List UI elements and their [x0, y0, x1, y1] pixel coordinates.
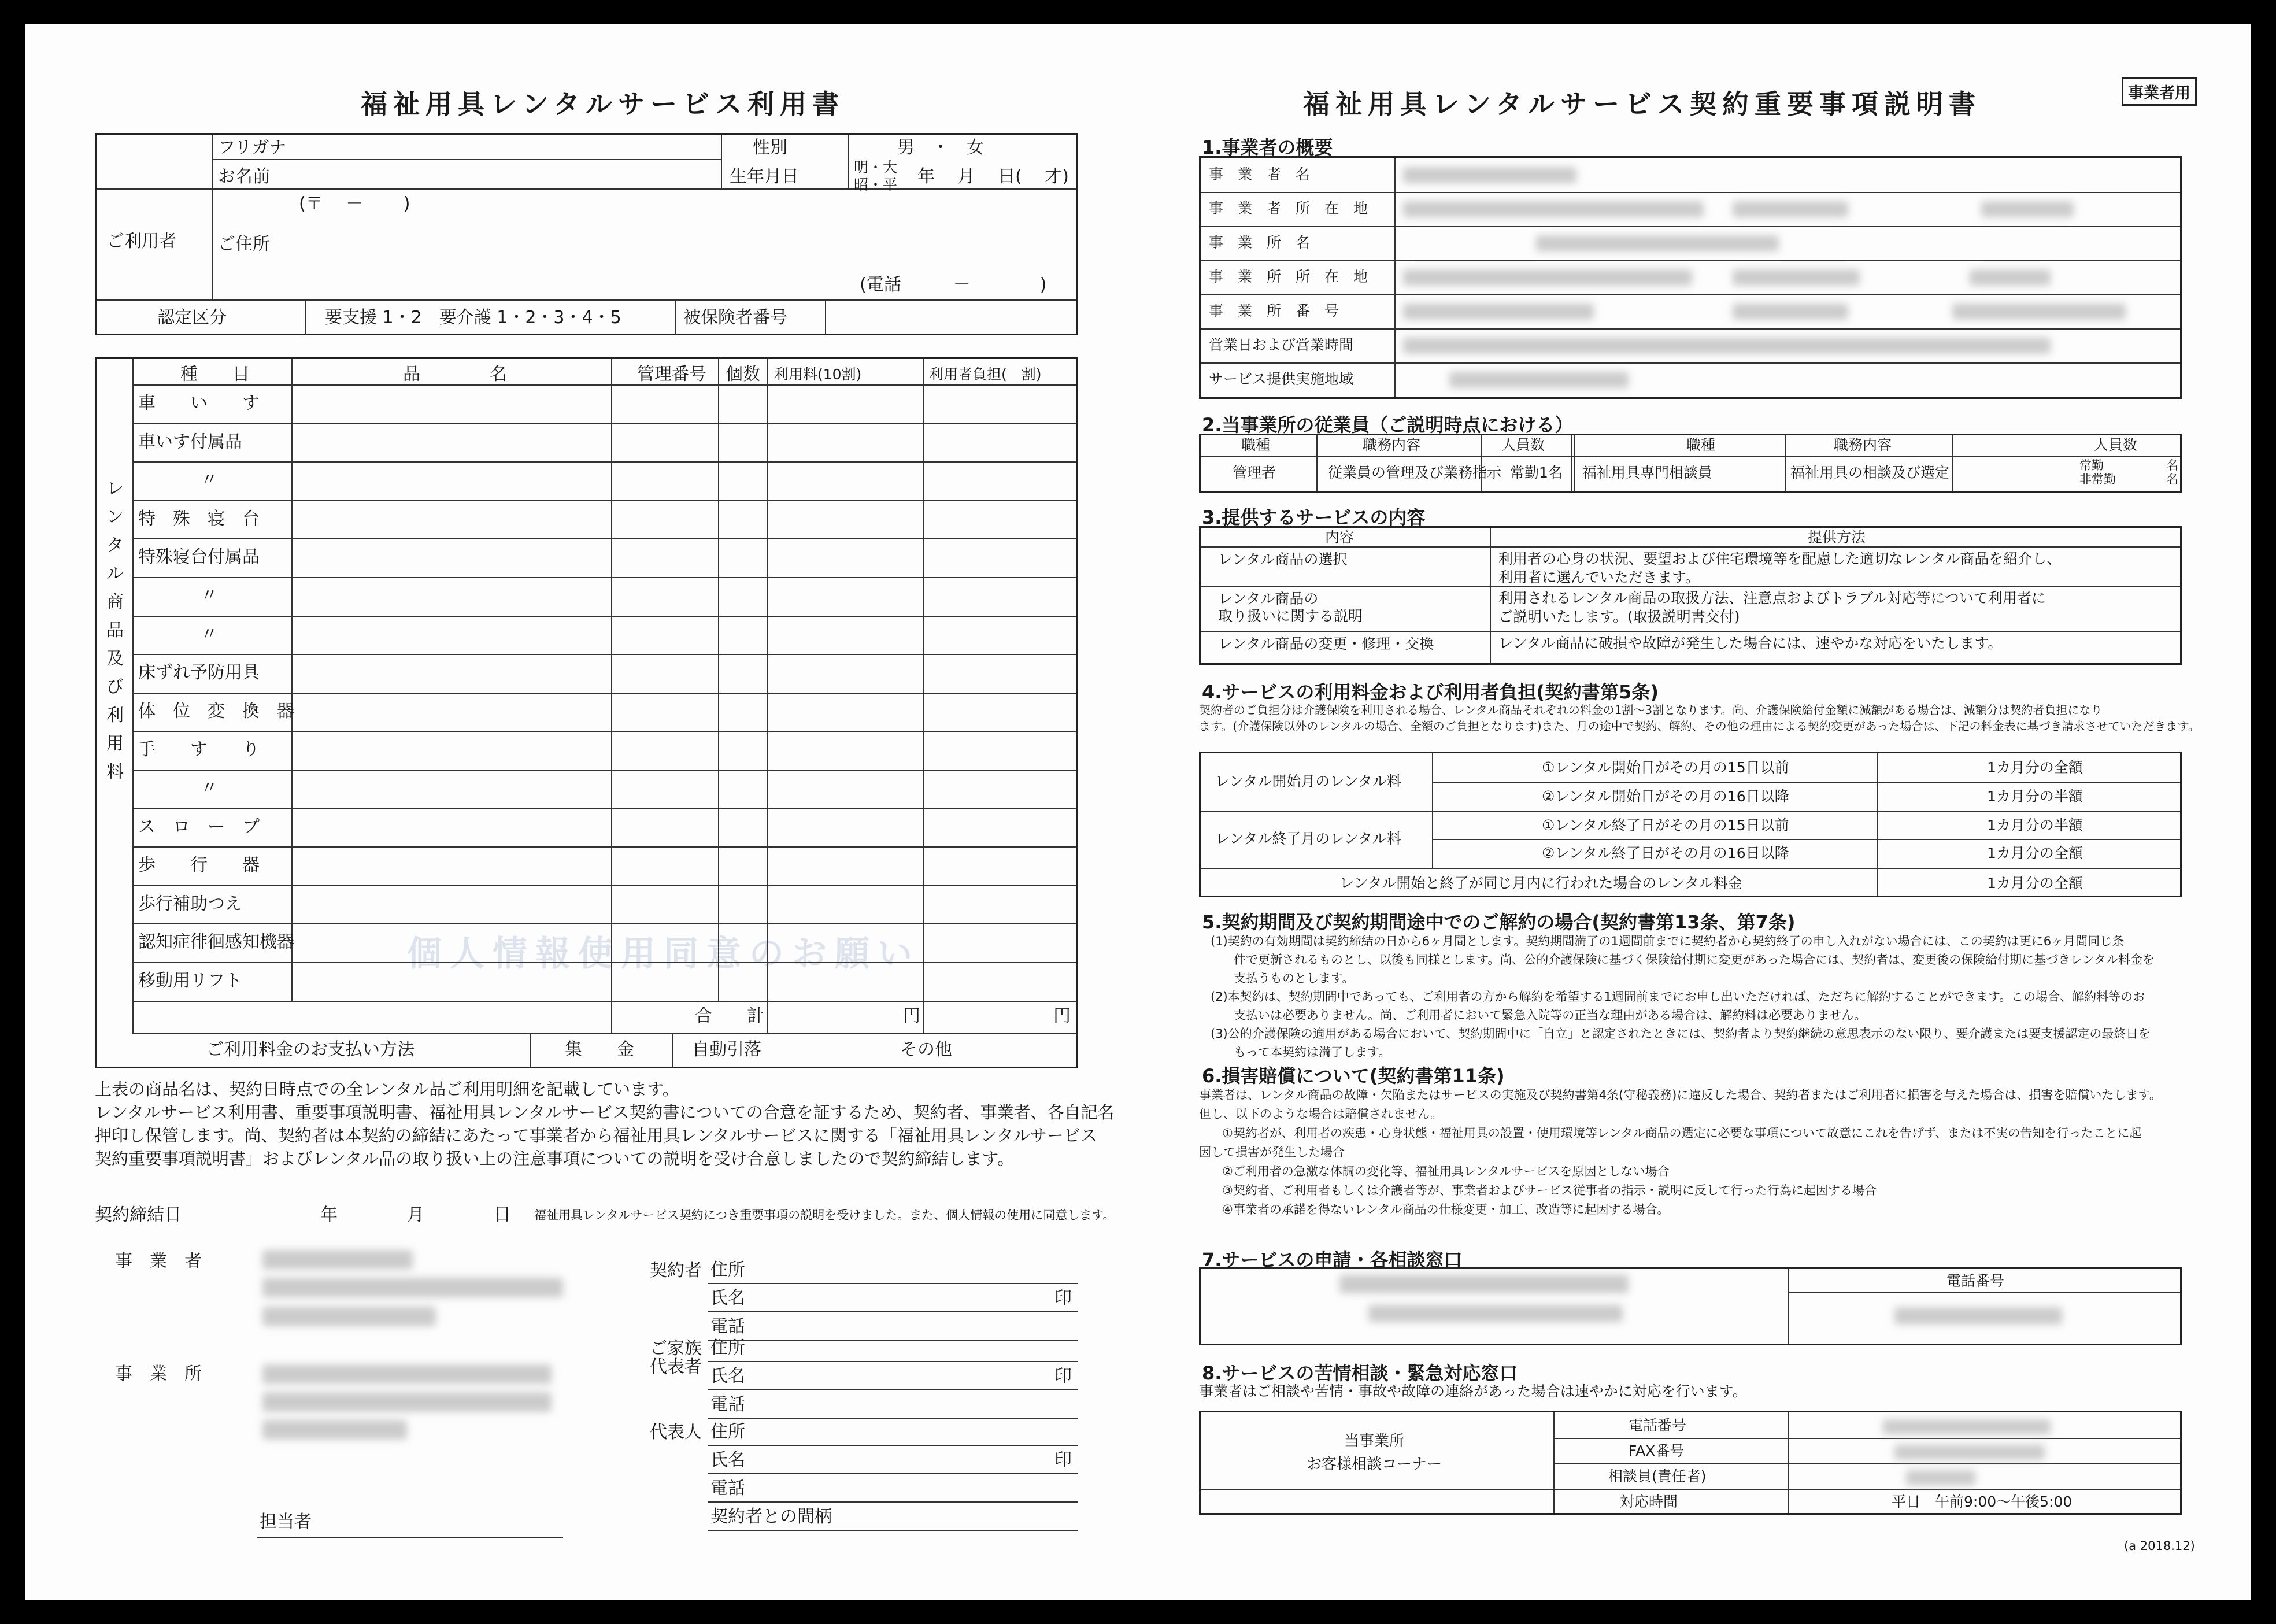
item-type-0: 車 い す: [138, 393, 260, 413]
s3-col-method: 提供方法: [1808, 529, 1866, 546]
item-type-14: 認知症徘徊感知機器: [138, 932, 294, 953]
col-type: 種 目: [180, 364, 250, 384]
rental-items-table: [95, 357, 1078, 1068]
s6-line: 事業者は、レンタル商品の故障・欠陥またはサービスの実施及び契約書第4条(守秘義務)に違反した場合、契約者またはご利用者に損害を与えた場合は、損害を賠償いたします。: [1199, 1088, 2162, 1102]
s6-line: ③契約者、ご利用者もしくは介護者等が、事業者およびサービス従事者の指示・説明に反して行った行為に起因する場合: [1222, 1183, 1877, 1197]
staff-unit-a: 名: [2166, 458, 2178, 472]
fee-amount-2: 1カ月分の半額: [1987, 817, 2083, 834]
seal-mark: 印: [1054, 1288, 1072, 1308]
signer-role-2: 代表人: [650, 1422, 702, 1442]
s5-heading: 5.契約期間及び契約期間途中でのご解約の場合(契約書第13条、第7条): [1202, 911, 1796, 933]
gender-value: 男 ・ 女: [897, 138, 984, 158]
note-line: 上表の商品名は、契約日時点での全レンタル品ご利用明細を記載しています。: [95, 1079, 679, 1099]
s1-row-label-6: サービス提供実施地域: [1209, 371, 1354, 387]
fee-intro: [1199, 702, 2200, 734]
s8-row-label-0: 電話番号: [1629, 1417, 1687, 1434]
s5-line: 支払うものとします。: [1234, 971, 1355, 985]
item-type-13: 歩行補助つえ: [138, 893, 242, 914]
era-bottom: 昭・平: [854, 176, 898, 193]
seal-mark: 印: [1054, 1366, 1072, 1386]
staff-header-1: 職務内容: [1363, 436, 1421, 453]
total-label: 合 計: [695, 1006, 764, 1026]
fee-condition-1: ②レンタル開始日がその月の16日以降: [1542, 788, 1789, 805]
col-name: 品 名: [403, 364, 507, 384]
staff-cell-4: 福祉用具の相談及び選定: [1790, 464, 1950, 481]
signer-field-0-2: 電話: [710, 1316, 745, 1337]
postal-code: (〒 － ): [299, 194, 410, 214]
item-type-4: 特殊寝台付属品: [138, 547, 260, 568]
s8-heading: 8.サービスの苦情相談・緊急対応窓口: [1202, 1362, 1518, 1384]
payment-other: その他: [900, 1039, 952, 1060]
staff-label: 担当者: [260, 1512, 312, 1532]
applicant-table: [95, 133, 1078, 335]
services-table: [1199, 526, 2182, 665]
fee-condition-3: ②レンタル終了日がその月の16日以降: [1542, 845, 1789, 861]
item-type-8: 体 位 変 換 器: [138, 701, 294, 722]
s6-line: 因して損害が発生した場合: [1199, 1145, 1345, 1159]
service-method-1: 利用されるレンタル商品の取扱方法、注意点およびトラブル対応等について利用者に ご説明いたします。(取扱説明書交付): [1498, 590, 2046, 625]
note-line: 押印し保管します。尚、契約者は本契約の締結にあたって事業者から福祉用具レンタルサービスに関する「福祉用具レンタルサービス: [95, 1126, 1097, 1145]
item-type-3: 特 殊 寝 台: [138, 508, 260, 529]
fee-amount-3: 1カ月分の全額: [1987, 845, 2083, 861]
item-type-2: 〃: [201, 470, 218, 491]
signer-field-0-0: 住所: [710, 1260, 745, 1280]
item-type-1: 車いす付属品: [138, 431, 242, 452]
fee-intro-line: 契約者のご負担分は介護保険を利用される場合、レンタル商品それぞれの料金の1割～3割となります。尚、介護保険給付金額に減額がある場合は、減額分は契約者負担になり: [1199, 703, 2103, 717]
fee-table: [1199, 752, 2182, 897]
consultation-table: [1199, 1267, 2182, 1345]
item-type-9: 手 す り: [138, 739, 260, 760]
s1-row-label-1: 事 業 者 所 在 地: [1209, 200, 1368, 217]
item-type-10: 〃: [201, 778, 218, 798]
fee-end-label: レンタル終了月のレンタル料: [1215, 830, 1401, 847]
s6-line: 但し、以下のような場合は賠償されません。: [1199, 1107, 1443, 1121]
consent-text: 福祉用具レンタルサービス契約につき重要事項の説明を受けました。また、個人情報の使用に同意します。: [534, 1208, 1115, 1222]
s5-line: (3)公的介護保険の適用がある場合において、契約期間中に「自立」と認定されたときには、契約者より契約継続の意思表示のない限り、要介護または要支援認定の最終日を: [1211, 1027, 2151, 1041]
s5-line: (1)契約の有効期間は契約締結の日から6ヶ月間とします。契約期間満了の1週間前までに契約者から契約終了の申し入れがない場合には、この契約は更に6ヶ月間同じ条: [1211, 934, 2125, 948]
name-label: お名前: [218, 167, 270, 187]
s6-line: ④事業者の承諾を得ないレンタル商品の仕様変更・加工、改造等に起因する場合。: [1222, 1203, 1670, 1216]
fee-condition-2: ①レンタル終了日がその月の15日以前: [1542, 817, 1789, 834]
provider-label: 事 業 者: [115, 1251, 202, 1271]
payment-collect: 集 金: [565, 1039, 634, 1060]
page-title: 福祉用具レンタルサービス利用書: [361, 88, 845, 120]
staff-header-4: 職務内容: [1834, 436, 1892, 453]
col-mgmt: 管理番号: [637, 364, 706, 384]
s8-office: 当事業所 お客様相談コーナー: [1306, 1433, 1442, 1473]
item-type-11: ス ロ ー プ: [138, 816, 260, 837]
important-matters-page: [1199, 24, 2222, 1600]
staff-header-2: 人員数: [1501, 436, 1545, 453]
service-name-0: レンタル商品の選択: [1218, 551, 1348, 568]
provider-copy-tag: 事業者用: [2122, 77, 2197, 106]
fee-same-month-value: 1カ月分の全額: [1987, 875, 2083, 891]
s5-line: 件で更新されるものとし、以後も同様とします。尚、公的介護保険に基づく保険給付期に変更があった場合には、契約者は、変更後の保険給付期に基づきレンタル料金を: [1234, 953, 2155, 967]
s1-row-label-5: 営業日および営業時間: [1209, 336, 1354, 353]
s8-row-label-2: 相談員(責任者): [1608, 1468, 1707, 1485]
contract-date-label: 契約締結日: [95, 1205, 182, 1225]
fee-start-label: レンタル開始月のレンタル料: [1215, 773, 1401, 790]
complaint-table: [1199, 1411, 2182, 1515]
s1-row-label-0: 事 業 者 名: [1209, 166, 1311, 183]
note-line: 契約重要事項説明書」およびレンタル品の取り扱い上の注意事項についての説明を受け合意しましたので契約締結します。: [95, 1149, 1015, 1168]
office-label: 事 業 所: [115, 1364, 202, 1384]
signer-field-1-2: 電話: [710, 1394, 745, 1415]
seal-mark: 印: [1054, 1450, 1072, 1470]
s5-line: もって本契約は満了します。: [1234, 1045, 1391, 1059]
s4-heading: 4.サービスの利用料金および利用者負担(契約書第5条): [1202, 681, 1659, 703]
contract-date-fields: 年 月 日: [320, 1205, 511, 1225]
furigana-label: フリガナ: [218, 138, 287, 158]
staff-cell-0: 管理者: [1233, 464, 1276, 481]
col-burden: 利用者負担( 割): [929, 366, 1042, 383]
signer-role-1: ご家族 代表者: [650, 1338, 702, 1377]
cert-value: 要支援 1・2 要介護 1・2・3・4・5: [325, 308, 621, 328]
contract-period-text: [1211, 932, 2155, 1061]
signer-field-2-0: 住所: [710, 1422, 745, 1442]
payment-debit: 自動引落: [692, 1039, 761, 1060]
s8-row-label-1: FAX番号: [1629, 1442, 1685, 1459]
era-top: 明・大: [854, 159, 898, 176]
total-yen-b: 円: [1053, 1006, 1071, 1026]
signer-field-2-1: 氏名: [710, 1450, 745, 1470]
fee-amount-1: 1カ月分の半額: [1987, 788, 2083, 805]
payment-label: ご利用料金のお支払い方法: [206, 1039, 415, 1060]
staff-unit-b: 名: [2166, 472, 2178, 486]
staff-cell-3: 福祉用具専門相談員: [1582, 464, 1713, 481]
s6-line: ②ご利用者の急激な体調の変化等、福祉用具レンタルサービスを原因としない場合: [1222, 1164, 1670, 1178]
staff-cell-1: 従業員の管理及び業務指示: [1328, 464, 1502, 481]
staff-count-fulltime: 常勤: [2079, 458, 2104, 472]
address-label: ご住所: [218, 234, 270, 254]
gender-label: 性別: [753, 138, 787, 158]
signer-field-2-2: 電話: [710, 1478, 745, 1499]
item-type-7: 床ずれ予防用具: [138, 663, 260, 683]
scanned-sheet: [25, 24, 2251, 1600]
cert-label: 認定区分: [157, 308, 227, 328]
total-yen-a: 円: [903, 1006, 920, 1026]
staff-cell-2: 常勤1名: [1510, 464, 1563, 481]
fee-condition-0: ①レンタル開始日がその月の15日以前: [1542, 759, 1789, 776]
service-name-2: レンタル商品の変更・修理・交換: [1218, 635, 1434, 652]
item-type-12: 歩 行 器: [138, 855, 260, 876]
s5-line: (2)本契約は、契約期間中であっても、ご利用者の方から解約を希望する1週間前までにお申し出いただければ、ただちに解約することができます。この場合、解約料等のお: [1211, 990, 2145, 1004]
version-stamp: (a 2018.12): [2124, 1539, 2195, 1553]
col-fee: 利用料(10割): [774, 366, 862, 383]
birth-label: 生年月日: [730, 167, 799, 187]
s6-line: ①契約者が、利用者の疾患・心身状態・福祉用具の設置・使用環境等レンタル商品の選定に必要な事項について故意にこれを告げず、または不実の告知を行ったことに起: [1222, 1126, 2142, 1140]
provider-overview-table: [1199, 156, 2182, 399]
s3-col-content: 内容: [1325, 529, 1355, 546]
page-title-right: 福祉用具レンタルサービス契約重要事項説明書: [1303, 88, 1982, 120]
staff-header-0: 職種: [1241, 436, 1271, 453]
service-name-1: レンタル商品の 取り扱いに関する説明: [1218, 590, 1363, 624]
birth-value: 年 月 日( 才): [917, 167, 1069, 187]
agreement-notes: [95, 1078, 1115, 1170]
service-method-0: 利用者の心身の状況、要望および住宅環境等を配慮した適切なレンタル商品を紹介し、 利用者に選んでいただきます。: [1498, 550, 2062, 586]
damages-text: [1199, 1086, 2162, 1219]
fee-amount-0: 1カ月分の全額: [1987, 759, 2083, 776]
signer-field-2-3: 契約者との間柄: [710, 1507, 832, 1527]
s1-row-label-2: 事 業 所 名: [1209, 234, 1311, 251]
s7-phone-label: 電話番号: [1946, 1272, 2005, 1289]
s1-heading: 1.事業者の概要: [1202, 136, 1333, 158]
signer-field-1-0: 住所: [710, 1338, 745, 1358]
staff-header-5: 人員数: [2094, 436, 2138, 453]
signer-field-0-1: 氏名: [710, 1288, 745, 1308]
staff-table: [1199, 434, 2182, 493]
s1-row-label-4: 事 業 所 番 号: [1209, 302, 1339, 319]
fee-same-month: レンタル開始と終了が同じ月内に行われた場合のレンタル料金: [1339, 875, 1742, 891]
s5-line: 支払いは必要ありません。尚、ご利用者において緊急入院等の正当な理由がある場合は、解約料は必要ありません。: [1234, 1008, 1867, 1022]
signer-field-1-1: 氏名: [710, 1366, 745, 1386]
s7-heading: 7.サービスの申請・各相談窓口: [1202, 1249, 1463, 1271]
applicant-group-label: ご利用者: [107, 231, 176, 251]
fee-intro-line: ます。(介護保険以外のレンタルの場合、全額のご負担となります)また、月の途中で契約、解約、その他の理由による契約変更があった場合は、下記の料金表に基づき請求させていただきます。: [1199, 719, 2200, 733]
col-qty: 個数: [726, 364, 760, 384]
usage-form-page: [95, 24, 1115, 1600]
insured-label: 被保険者番号: [683, 308, 787, 328]
item-type-5: 〃: [201, 586, 218, 606]
hours-value: 平日 午前9:00～午後5:00: [1892, 1493, 2073, 1510]
s1-row-label-3: 事 業 所 所 在 地: [1209, 268, 1368, 285]
s8-intro: 事業者はご相談や苦情・事故や故障の連絡があった場合は速やかに対応を行います。: [1199, 1383, 1747, 1400]
item-type-6: 〃: [201, 624, 218, 645]
items-side-label: レンタル商品及び利用料: [106, 479, 124, 782]
s3-heading: 3.提供するサービスの内容: [1202, 506, 1426, 528]
note-line: レンタルサービス利用書、重要事項説明書、福祉用具レンタルサービス契約書についての合意を証するため、契約者、事業者、各自記名: [95, 1103, 1115, 1122]
staff-header-3: 職種: [1686, 436, 1716, 453]
item-type-15: 移動用リフト: [138, 971, 242, 991]
staff-count-parttime: 非常勤: [2079, 472, 2116, 486]
service-method-2: レンタル商品に破損や故障が発生した場合には、速やかな対応をいたします。: [1498, 635, 2003, 652]
phone-field: (電話 － ): [860, 275, 1047, 295]
s2-heading: 2.当事業所の従業員（ご説明時点における）: [1202, 414, 1574, 436]
hours-label: 対応時間: [1620, 1493, 1678, 1510]
s6-heading: 6.損害賠償について(契約書第11条): [1202, 1065, 1505, 1087]
signer-role-0: 契約者: [650, 1260, 702, 1281]
ghost-heading: 個人情報使用同意のお願い: [407, 934, 920, 974]
